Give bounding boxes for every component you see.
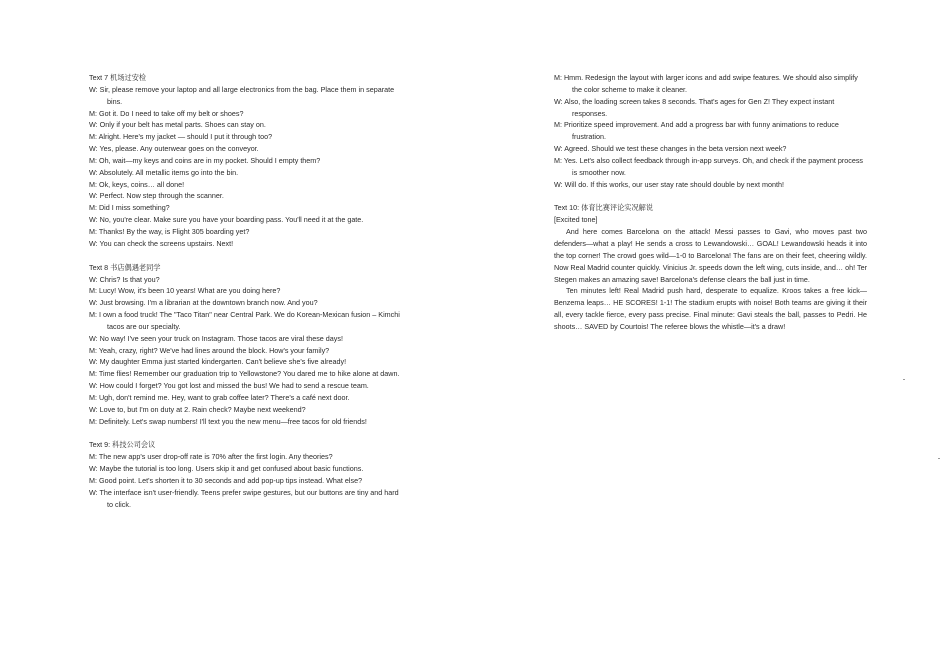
section-title: Text 7 机场过安检 — [89, 73, 147, 82]
dialogue-line: W: Chris? Is that you? — [89, 274, 160, 284]
dialogue-line: M: Ok, keys, coins… all done! — [89, 179, 185, 189]
dialogue-line: M: Hmm. Redesign the layout with larger icons and add swipe features. We should also simplify the color scheme to make it cleaner. — [554, 73, 858, 94]
scan-speck — [903, 379, 905, 380]
dialogue-line: W: My daughter Emma just started kindergarten. Can't believe she's five already! — [89, 357, 347, 367]
dialogue-line: M: The new app's user drop-off rate is 70% after the first login. Any theories? — [89, 452, 333, 462]
dialogue-line: W: Also, the loading screen takes 8 seconds. That's ages for Gen Z! They expect instant responses. — [554, 96, 835, 118]
left-column — [89, 72, 402, 511]
dialogue-line: W: No, you're clear. Make sure you have your boarding pass. You'll need it at the gate. — [89, 215, 364, 225]
dialogue-line: M: Yeah, crazy, right? We've had lines around the block. How's your family? — [89, 345, 330, 355]
section-text-9-continued — [554, 72, 867, 190]
dialogue-line: W: Maybe the tutorial is too long. Users skip it and get confused about basic functions. — [89, 464, 364, 474]
dialogue-line: M: Ugh, don't remind me. Hey, want to grab coffee later? There's a café next door. — [89, 392, 350, 402]
dialogue-line: M: I own a food truck! The "Taco Titan" near Central Park. We do Korean-Mexican fusion – Kimchi tacos are our specialty. — [89, 310, 400, 331]
dialogue-line: W: Will do. If this works, our user stay rate should double by next month! — [554, 179, 784, 189]
dialogue-line: W: Only if your belt has metal parts. Shoes can stay on. — [89, 120, 266, 130]
section-text-9 — [89, 439, 402, 510]
dialogue-line: M: Did I miss something? — [89, 203, 170, 213]
dialogue-line: W: Agreed. Should we test these changes in the beta version next week? — [554, 144, 787, 154]
dialogue-line: M: Time flies! Remember our graduation trip to Yellowstone? You dared me to hike alone at dawn. — [89, 369, 400, 379]
dialogue-line: W: You can check the screens upstairs. Next! — [89, 238, 234, 248]
dialogue-line: W: Love to, but I'm on duty at 2. Rain check? Maybe next weekend? — [89, 404, 306, 414]
dialogue-line: M: Got it. Do I need to take off my belt or shoes? — [89, 108, 244, 118]
scan-speck — [938, 458, 940, 459]
right-column — [554, 72, 867, 333]
section-title: Text 9: 科技公司会议 — [89, 440, 156, 450]
section-title: Text 10: 体育比赛评论实况解说 — [554, 203, 654, 213]
section-text-10 — [554, 202, 867, 332]
dialogue-line: M: Good point. Let's shorten it to 30 seconds and add pop-up tips instead. What else? — [89, 476, 363, 485]
dialogue-line: M: Thanks! By the way, is Flight 305 boarding yet? — [89, 226, 250, 236]
commentary-paragraph: Ten minutes left! Real Madrid push hard, desperate to equalize. Kroos takes a free kick—Benzema leaps… HE SCORES! 1-1! The stadium erupts with noise! Both teams are giving it their all, every tackle fierce, every pass precise. Final minute: Gavi steals the ball, passes to Pedri. He shoots… SAVED by Courtois! The referee blows the whistle—it's a draw! — [554, 286, 867, 331]
dialogue-line: W: The interface isn't user-friendly. Teens prefer swipe gestures, but our buttons are tiny and hard to click. — [89, 487, 399, 509]
dialogue-line: W: Perfect. Now step through the scanner. — [89, 191, 224, 201]
dialogue-line: M: Definitely. Let's swap numbers! I'll text you the new menu—free tacos for old friends! — [89, 416, 367, 426]
dialogue-line: W: How could I forget? You got lost and missed the bus! We had to send a rescue team. — [89, 381, 369, 391]
dialogue-line: M: Lucy! Wow, it's been 10 years! What are you doing here? — [89, 286, 281, 296]
dialogue-line: W: Sir, please remove your laptop and all large electronics from the bag. Place them in separate bins. — [89, 84, 395, 106]
section-title: Text 8 书店偶遇老同学 — [89, 262, 161, 272]
section-text-7 — [89, 72, 402, 250]
tone-note: [Excited tone] — [554, 215, 598, 225]
dialogue-line: W: No way! I've seen your truck on Instagram. Those tacos are viral these days! — [89, 333, 343, 343]
dialogue-line: M: Yes. Let's also collect feedback through in-app surveys. Oh, and check if the payment process is smoother now. — [554, 155, 864, 177]
dialogue-line: W: Yes, please. Any outerwear goes on the conveyor. — [89, 144, 259, 154]
section-text-8 — [89, 262, 402, 428]
dialogue-line: M: Oh, wait—my keys and coins are in my pocket. Should I empty them? — [89, 155, 321, 165]
commentary-paragraph: And here comes Barcelona on the attack! Messi passes to Gavi, who moves past two defenders—what a play! He sends a cross to Lewandowski… GOAL! Lewandowski heads it into the top corner! The crowd goes wild—1-0 to Barcelona! The fans are on their feet, cheering wildly. Now Real Madrid counter quickly. Vinicius Jr. speeds down the left wing, cuts inside, and… oh! Ter Stegen makes an amazing save! Barcelona's defense clears the ball just in time. — [554, 227, 867, 284]
dialogue-line: M: Alright. Here's my jacket — should I put it through too? — [89, 132, 273, 142]
dialogue-line: W: Absolutely. All metallic items go into the bin. — [89, 167, 239, 177]
dialogue-line: M: Prioritize speed improvement. And add a progress bar with funny animations to reduce frustration. — [554, 120, 839, 142]
dialogue-line: W: Just browsing. I'm a librarian at the downtown branch now. And you? — [89, 298, 318, 308]
